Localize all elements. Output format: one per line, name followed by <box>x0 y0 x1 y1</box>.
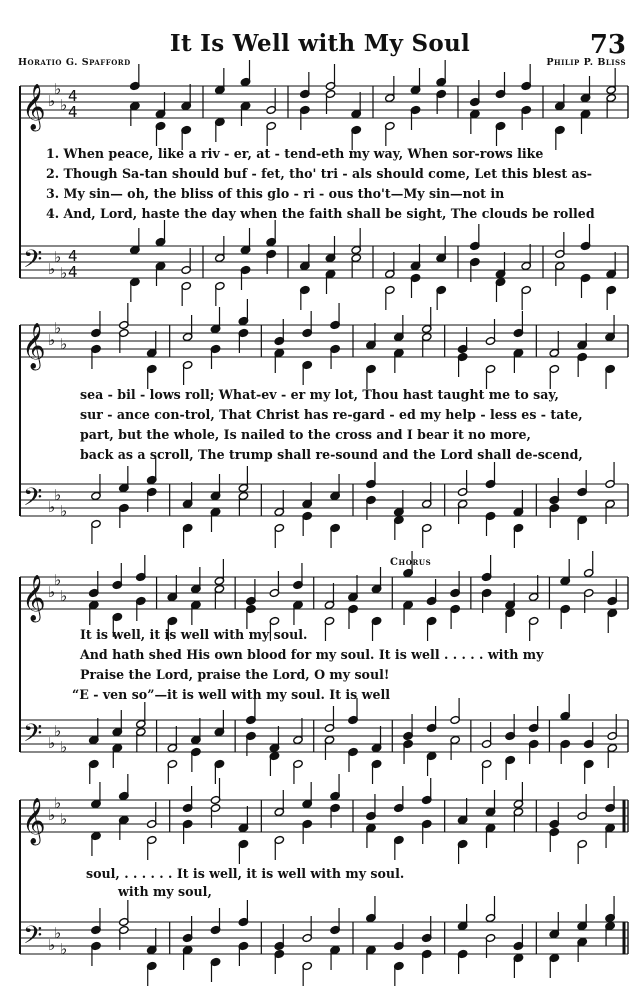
lyric-line-1-1: 1. When peace, like a riv - er, at - tend-eth my way, When sor-rows like <box>46 146 544 161</box>
lyric-line-4-1: soul, . . . . . . It is well, it is well with my soul. <box>86 866 405 881</box>
hymn-title: It Is Well with My Soul <box>169 30 471 57</box>
system-2-treble-clef-icon: 𝄞 <box>22 323 46 369</box>
system-4-flat-icon: ♭ <box>60 940 68 958</box>
system-4-bass-clef-icon: 𝄢 <box>23 921 43 956</box>
lyric-line-3-1: It is well, it is well with my soul. <box>80 627 308 642</box>
system-2-flat-icon: ♭ <box>60 502 68 520</box>
lyric-line-3-3: Praise the Lord, praise the Lord, O my soul! <box>80 667 390 682</box>
lyric-line-1-2: 2. Though Sa-tan should buf - fet, tho' tri - als should come, Let this blest as- <box>46 166 593 181</box>
lyricist-credit: Horatio G. Spafford <box>18 57 131 68</box>
system-3-flat-icon: ♭ <box>48 734 56 752</box>
system-3-flat-icon: ♭ <box>60 738 68 756</box>
system-4-flat-icon: ♭ <box>48 936 56 954</box>
lyric-line-1-4: 4. And, Lord, haste the day when the faith shall be sight, The clouds be rolled <box>46 206 595 221</box>
lyric-line-3-4: “E - ven so”—it is well with my soul. It is well <box>72 687 391 702</box>
system-1-flat-icon: ♭ <box>60 96 68 114</box>
system-4-flat-icon: ♭ <box>54 794 62 812</box>
system-1-flat-icon: ♭ <box>54 248 62 266</box>
system-1-time-sig: 4 <box>68 103 78 121</box>
composer-credit: Philip P. Bliss <box>546 57 626 68</box>
hymn-number: 73 <box>589 30 626 60</box>
system-1-time-sig: 4 <box>68 87 78 105</box>
system-1-bass-clef-icon: 𝄢 <box>23 245 43 280</box>
lyric-line-4-2: with my soul, <box>118 884 212 899</box>
lyric-line-2-2: sur - ance con-trol, That Christ has re-gard - ed my help - less es - tate, <box>80 407 583 422</box>
system-4-flat-icon: ♭ <box>54 924 62 942</box>
system-1-treble-clef-icon: 𝄞 <box>22 84 46 130</box>
system-2-flat-icon: ♭ <box>60 335 68 353</box>
lyric-line-3-2: And hath shed His own blood for my soul. It is well . . . . . with my <box>80 647 544 662</box>
system-1-time-sig: 4 <box>68 263 78 281</box>
system-2-flat-icon: ♭ <box>48 498 56 516</box>
system-2-bass-clef-icon: 𝄢 <box>23 483 43 518</box>
system-4-flat-icon: ♭ <box>48 806 56 824</box>
system-2-flat-icon: ♭ <box>54 486 62 504</box>
system-3-flat-icon: ♭ <box>54 722 62 740</box>
lyric-line-2-4: back as a scroll, The trump shall re-sound and the Lord shall de-scend, <box>80 447 583 462</box>
system-4-flat-icon: ♭ <box>60 810 68 828</box>
lyric-line-2-1: sea - bil - lows roll; What-ev - er my lot, Thou hast taught me to say, <box>80 387 559 402</box>
system-1-time-sig: 4 <box>68 247 78 265</box>
system-1-flat-icon: ♭ <box>48 260 56 278</box>
system-4-treble-clef-icon: 𝄞 <box>22 798 46 844</box>
system-3-treble-clef-icon: 𝄞 <box>22 575 46 621</box>
system-1-flat-icon: ♭ <box>54 80 62 98</box>
lyric-line-2-3: part, but the whole, Is nailed to the cross and I bear it no more, <box>80 427 531 442</box>
system-3-flat-icon: ♭ <box>48 583 56 601</box>
system-1-flat-icon: ♭ <box>60 264 68 282</box>
system-3-bass-clef-icon: 𝄢 <box>23 719 43 754</box>
system-3-flat-icon: ♭ <box>60 587 68 605</box>
system-2-flat-icon: ♭ <box>54 319 62 337</box>
chorus-label: Chorus <box>390 557 432 568</box>
system-2-flat-icon: ♭ <box>48 331 56 349</box>
lyric-line-1-3: 3. My sin— oh, the bliss of this glo - ri - ous tho't—My sin—not in <box>46 186 505 201</box>
system-3-flat-icon: ♭ <box>54 571 62 589</box>
system-1-flat-icon: ♭ <box>48 92 56 110</box>
